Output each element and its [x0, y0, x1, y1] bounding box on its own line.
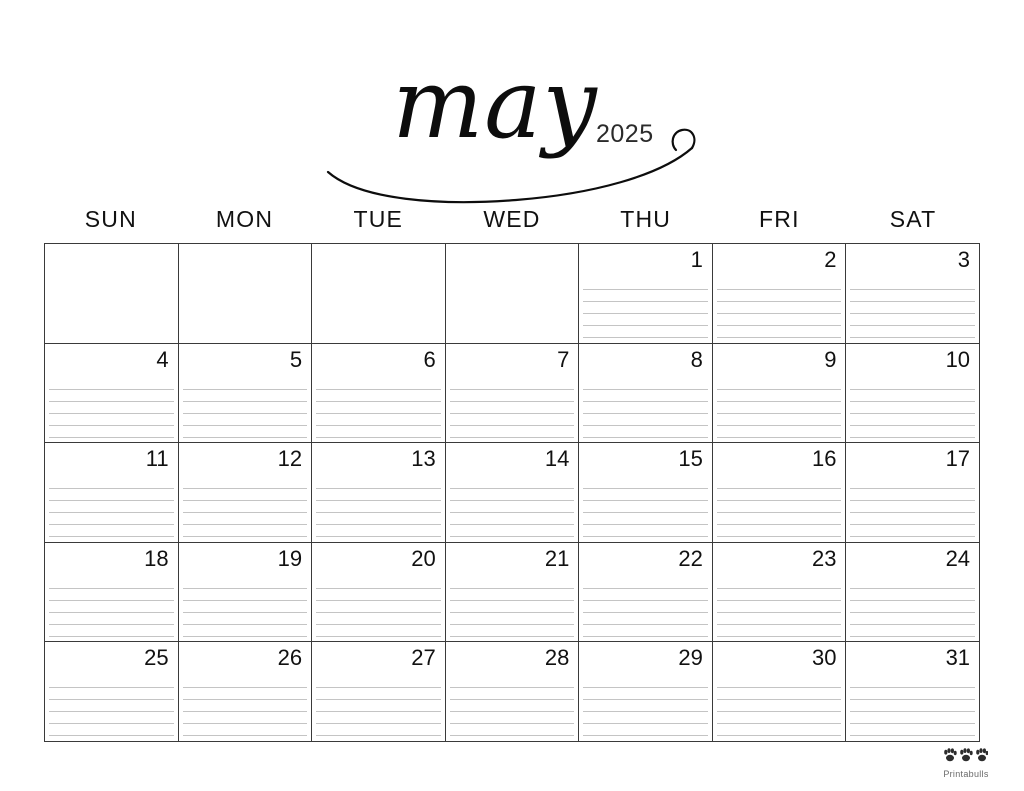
- day-cell[interactable]: [179, 244, 313, 343]
- day-number: 28: [544, 645, 570, 671]
- day-cell[interactable]: [45, 443, 179, 542]
- day-number: 24: [945, 545, 971, 571]
- day-cell[interactable]: [579, 443, 713, 542]
- day-number: 17: [945, 446, 971, 472]
- writing-lines: [450, 577, 575, 638]
- day-number: 18: [144, 545, 169, 571]
- day-number: 21: [544, 545, 570, 571]
- day-cell[interactable]: [312, 642, 446, 741]
- calendar-week-row: [45, 543, 979, 643]
- weekday-fri: FRI: [759, 206, 800, 232]
- day-number: 2: [824, 247, 837, 272]
- weekday-sun: SUN: [84, 206, 137, 232]
- writing-lines: [316, 577, 441, 638]
- brand-name: Printabulls: [943, 769, 989, 779]
- day-number: 26: [277, 645, 303, 671]
- writing-lines: [850, 278, 975, 339]
- day-cell[interactable]: [846, 642, 979, 741]
- writing-lines: [850, 577, 975, 638]
- day-number: 14: [544, 446, 570, 472]
- writing-lines: [450, 676, 575, 737]
- day-number: 20: [411, 545, 436, 571]
- calendar-week-row: [45, 443, 979, 543]
- day-number: 8: [690, 346, 703, 372]
- weekday-sat: SAT: [889, 206, 937, 232]
- day-cell[interactable]: [713, 344, 847, 443]
- day-cell[interactable]: [846, 344, 979, 443]
- writing-lines: [450, 378, 575, 439]
- day-number: 16: [811, 446, 837, 472]
- day-number: 9: [824, 346, 837, 372]
- day-cell[interactable]: [846, 244, 979, 343]
- day-cell[interactable]: [312, 443, 446, 542]
- calendar-week-row: [45, 344, 979, 444]
- day-cell[interactable]: [446, 642, 580, 741]
- writing-lines: [717, 577, 842, 638]
- day-number: 7: [557, 346, 570, 372]
- day-cell[interactable]: [446, 344, 580, 443]
- day-cell[interactable]: [579, 344, 713, 443]
- writing-lines: [49, 477, 174, 538]
- weekday-header-row: [44, 206, 980, 233]
- day-cell[interactable]: [713, 244, 847, 343]
- day-cell[interactable]: [579, 642, 713, 741]
- day-number: 27: [411, 645, 436, 671]
- day-cell[interactable]: [312, 244, 446, 343]
- paw-prints-icon: [944, 747, 988, 763]
- day-number: 23: [811, 545, 837, 571]
- day-number: 29: [678, 645, 703, 671]
- writing-lines: [316, 676, 441, 737]
- day-number: 13: [411, 446, 436, 472]
- day-cell[interactable]: [45, 244, 179, 343]
- writing-lines: [717, 378, 842, 439]
- writing-lines: [183, 577, 308, 638]
- day-number: 15: [678, 446, 703, 472]
- day-cell[interactable]: [713, 443, 847, 542]
- writing-lines: [583, 378, 708, 439]
- day-number: 12: [277, 446, 303, 472]
- calendar-week-row: [45, 244, 979, 344]
- writing-lines: [316, 477, 441, 538]
- day-cell[interactable]: [446, 244, 580, 343]
- writing-lines: [183, 477, 308, 538]
- day-cell[interactable]: [179, 543, 313, 642]
- writing-lines: [717, 676, 842, 737]
- day-cell[interactable]: [579, 543, 713, 642]
- day-cell[interactable]: [312, 543, 446, 642]
- day-number: 25: [144, 645, 169, 671]
- writing-lines: [583, 676, 708, 737]
- day-number: 31: [945, 645, 971, 671]
- writing-lines: [49, 378, 174, 439]
- writing-lines: [450, 477, 575, 538]
- day-number: 19: [277, 545, 303, 571]
- writing-lines: [183, 378, 308, 439]
- writing-lines: [583, 477, 708, 538]
- weekday-tue: TUE: [353, 206, 404, 232]
- day-number: 3: [957, 247, 971, 272]
- writing-lines: [850, 676, 975, 737]
- brand-logo: [934, 747, 998, 779]
- day-number: 5: [289, 346, 303, 372]
- day-number: 22: [678, 545, 703, 571]
- day-cell[interactable]: [45, 344, 179, 443]
- calendar-title-block: [0, 34, 1024, 179]
- writing-lines: [583, 577, 708, 638]
- writing-lines: [583, 278, 708, 339]
- writing-lines: [49, 676, 174, 737]
- weekday-mon: MON: [215, 206, 274, 232]
- calendar-grid: [44, 243, 980, 742]
- day-number: 10: [945, 346, 971, 372]
- day-cell[interactable]: [45, 642, 179, 741]
- day-cell[interactable]: [713, 642, 847, 741]
- day-cell[interactable]: [846, 443, 979, 542]
- day-cell[interactable]: [312, 344, 446, 443]
- day-number: 4: [156, 346, 169, 372]
- writing-lines: [183, 676, 308, 737]
- day-cell[interactable]: [446, 443, 580, 542]
- day-number: 30: [811, 645, 837, 671]
- day-cell[interactable]: [179, 443, 313, 542]
- writing-lines: [850, 477, 975, 538]
- month-name: may: [392, 48, 598, 160]
- writing-lines: [316, 378, 441, 439]
- day-number: 1: [690, 247, 703, 272]
- day-cell[interactable]: [846, 543, 979, 642]
- writing-lines: [717, 477, 842, 538]
- weekday-thu: THU: [620, 206, 672, 232]
- weekday-wed: WED: [483, 206, 541, 232]
- day-cell[interactable]: [179, 344, 313, 443]
- calendar-week-row: [45, 642, 979, 741]
- writing-lines: [49, 577, 174, 638]
- year-label: 2025: [596, 120, 654, 148]
- day-number: 6: [423, 346, 436, 372]
- day-cell[interactable]: [579, 244, 713, 343]
- day-number: 11: [145, 446, 169, 472]
- day-cell[interactable]: [45, 543, 179, 642]
- day-cell[interactable]: [713, 543, 847, 642]
- writing-lines: [850, 378, 975, 439]
- day-cell[interactable]: [179, 642, 313, 741]
- day-cell[interactable]: [446, 543, 580, 642]
- writing-lines: [717, 278, 842, 339]
